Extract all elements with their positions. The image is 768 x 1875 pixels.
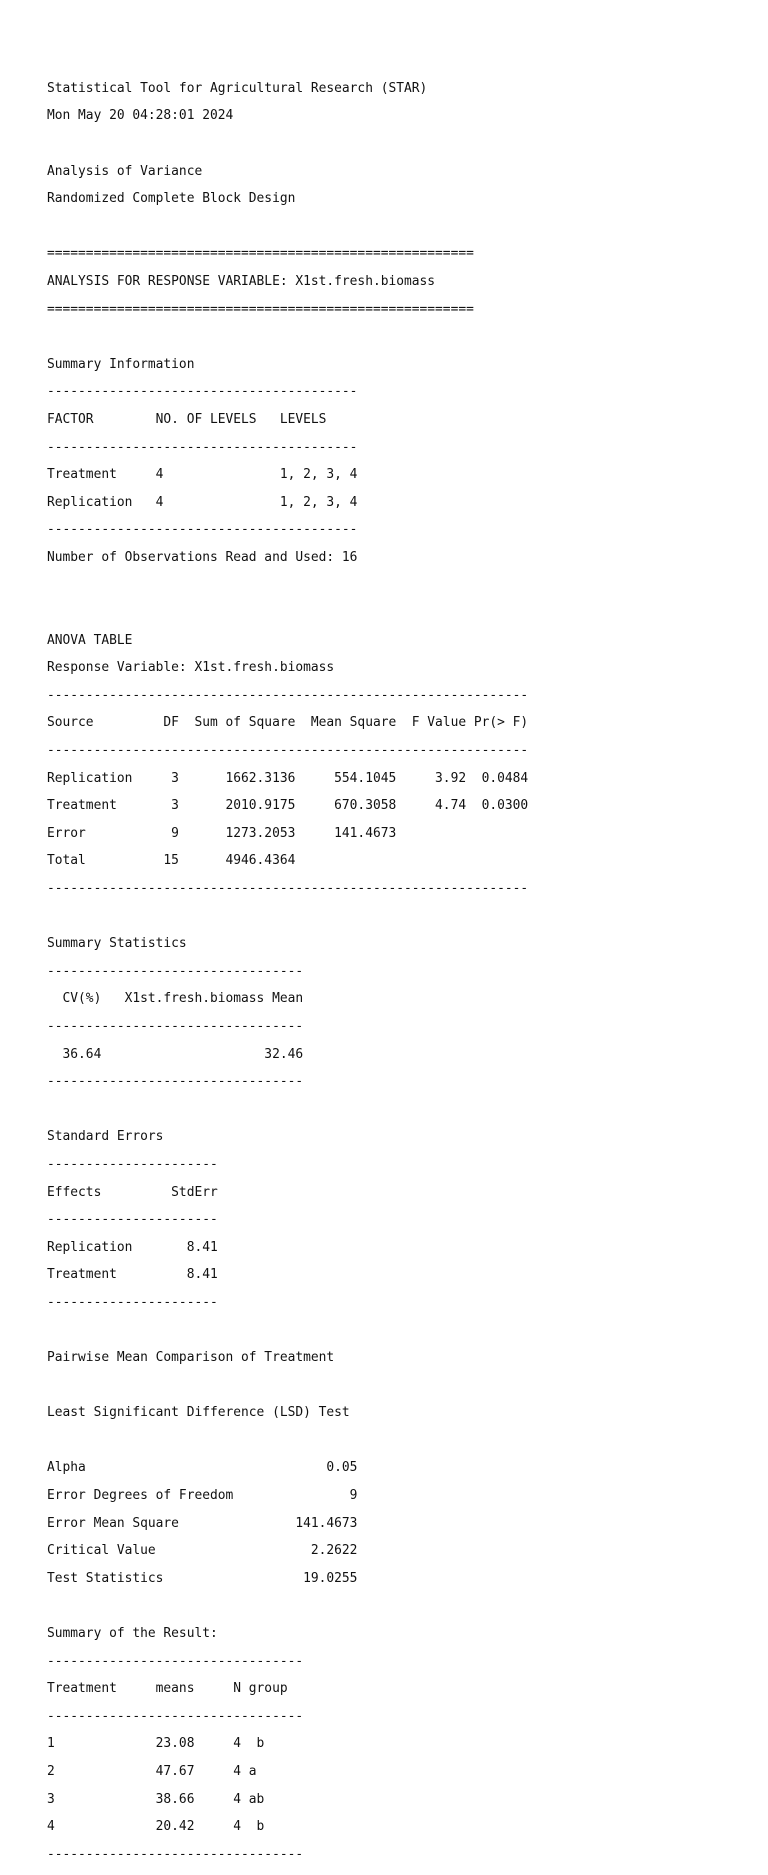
timestamp: Mon May 20 04:28:01 2024 <box>47 108 234 124</box>
summary-stats-header: CV(%) X1st.fresh.biomass Mean <box>47 991 304 1007</box>
lsd-param: Error Mean Square 141.4673 <box>47 1515 358 1531</box>
result-row: 1 23.08 4 b <box>47 1736 265 1752</box>
summary-info-rule: ---------------------------------------- <box>47 384 358 400</box>
summary-info-rule: ---------------------------------------- <box>47 522 358 538</box>
std-errors-header: Effects StdErr <box>47 1184 218 1200</box>
std-errors-row: Replication 8.41 <box>47 1239 218 1255</box>
anova-header: Source DF Sum of Square Mean Square F Value Pr(> F) <box>47 715 529 731</box>
std-errors-rule: ---------------------- <box>47 1212 218 1228</box>
blank-line <box>47 220 528 234</box>
lsd-param: Test Statistics 19.0255 <box>47 1570 358 1586</box>
summary-stats-heading: Summary Statistics <box>47 936 187 952</box>
summary-stats-rule: --------------------------------- <box>47 963 304 979</box>
anova-row: Replication 3 1662.3136 554.1045 3.92 0.0484 <box>47 770 529 786</box>
lsd-param: Critical Value 2.2622 <box>47 1543 358 1559</box>
anova-heading: ANOVA TABLE <box>47 632 133 648</box>
result-row: 2 47.67 4 a <box>47 1764 257 1780</box>
summary-stats-values: 36.64 32.46 <box>47 1046 304 1062</box>
anova-rule: -------------------------------------------------------------- <box>47 881 529 897</box>
anova-row: Error 9 1273.2053 141.4673 <box>47 825 397 841</box>
summary-stats-rule: --------------------------------- <box>47 1018 304 1034</box>
std-errors-rule: ---------------------- <box>47 1294 218 1310</box>
lsd-param: Alpha 0.05 <box>47 1460 358 1476</box>
summary-info-row: Treatment 4 1, 2, 3, 4 <box>47 467 358 483</box>
anova-response: Response Variable: X1st.fresh.biomass <box>47 660 335 676</box>
lsd-test-title: Least Significant Difference (LSD) Test <box>47 1405 350 1421</box>
summary-info-heading: Summary Information <box>47 356 195 372</box>
blank-line <box>47 606 528 620</box>
banner-rule-bottom: ======================================================= <box>47 301 474 317</box>
summary-info-rule: ---------------------------------------- <box>47 439 358 455</box>
blank-line <box>47 1434 528 1448</box>
std-errors-rule: ---------------------- <box>47 1156 218 1172</box>
std-errors-row: Treatment 8.41 <box>47 1267 218 1283</box>
blank-line <box>47 910 528 924</box>
anova-rule: -------------------------------------------------------------- <box>47 687 529 703</box>
observations-count: Number of Observations Read and Used: 16 <box>47 549 358 565</box>
result-rule: --------------------------------- <box>47 1846 304 1862</box>
result-rule: --------------------------------- <box>47 1708 304 1724</box>
anova-rule: -------------------------------------------------------------- <box>47 743 529 759</box>
result-heading: Summary of the Result: <box>47 1626 218 1642</box>
blank-line <box>47 1324 528 1338</box>
anova-row: Treatment 3 2010.9175 670.3058 4.74 0.0300 <box>47 798 529 814</box>
banner-title: ANALYSIS FOR RESPONSE VARIABLE: X1st.fresh.biomass <box>47 273 436 289</box>
blank-line <box>47 1599 528 1613</box>
blank-line <box>47 578 528 592</box>
pairwise-heading: Pairwise Mean Comparison of Treatment <box>47 1350 335 1366</box>
result-header: Treatment means N group <box>47 1681 288 1697</box>
result-rule: --------------------------------- <box>47 1653 304 1669</box>
star-output-listing <box>47 68 528 1875</box>
anova-row: Total 15 4946.4364 <box>47 853 296 869</box>
tool-title: Statistical Tool for Agricultural Research (STAR) <box>47 80 428 96</box>
blank-line <box>47 137 528 151</box>
std-errors-heading: Standard Errors <box>47 1129 164 1145</box>
design-title: Randomized Complete Block Design <box>47 191 296 207</box>
analysis-title: Analysis of Variance <box>47 163 203 179</box>
banner-rule-top: ======================================================= <box>47 246 474 262</box>
summary-info-row: Replication 4 1, 2, 3, 4 <box>47 494 358 510</box>
result-row: 4 20.42 4 b <box>47 1819 265 1835</box>
blank-line <box>47 330 528 344</box>
result-row: 3 38.66 4 ab <box>47 1791 265 1807</box>
summary-info-header: FACTOR NO. OF LEVELS LEVELS <box>47 411 327 427</box>
lsd-param: Error Degrees of Freedom 9 <box>47 1488 358 1504</box>
summary-stats-rule: --------------------------------- <box>47 1074 304 1090</box>
blank-line <box>47 1379 528 1393</box>
blank-line <box>47 1103 528 1117</box>
